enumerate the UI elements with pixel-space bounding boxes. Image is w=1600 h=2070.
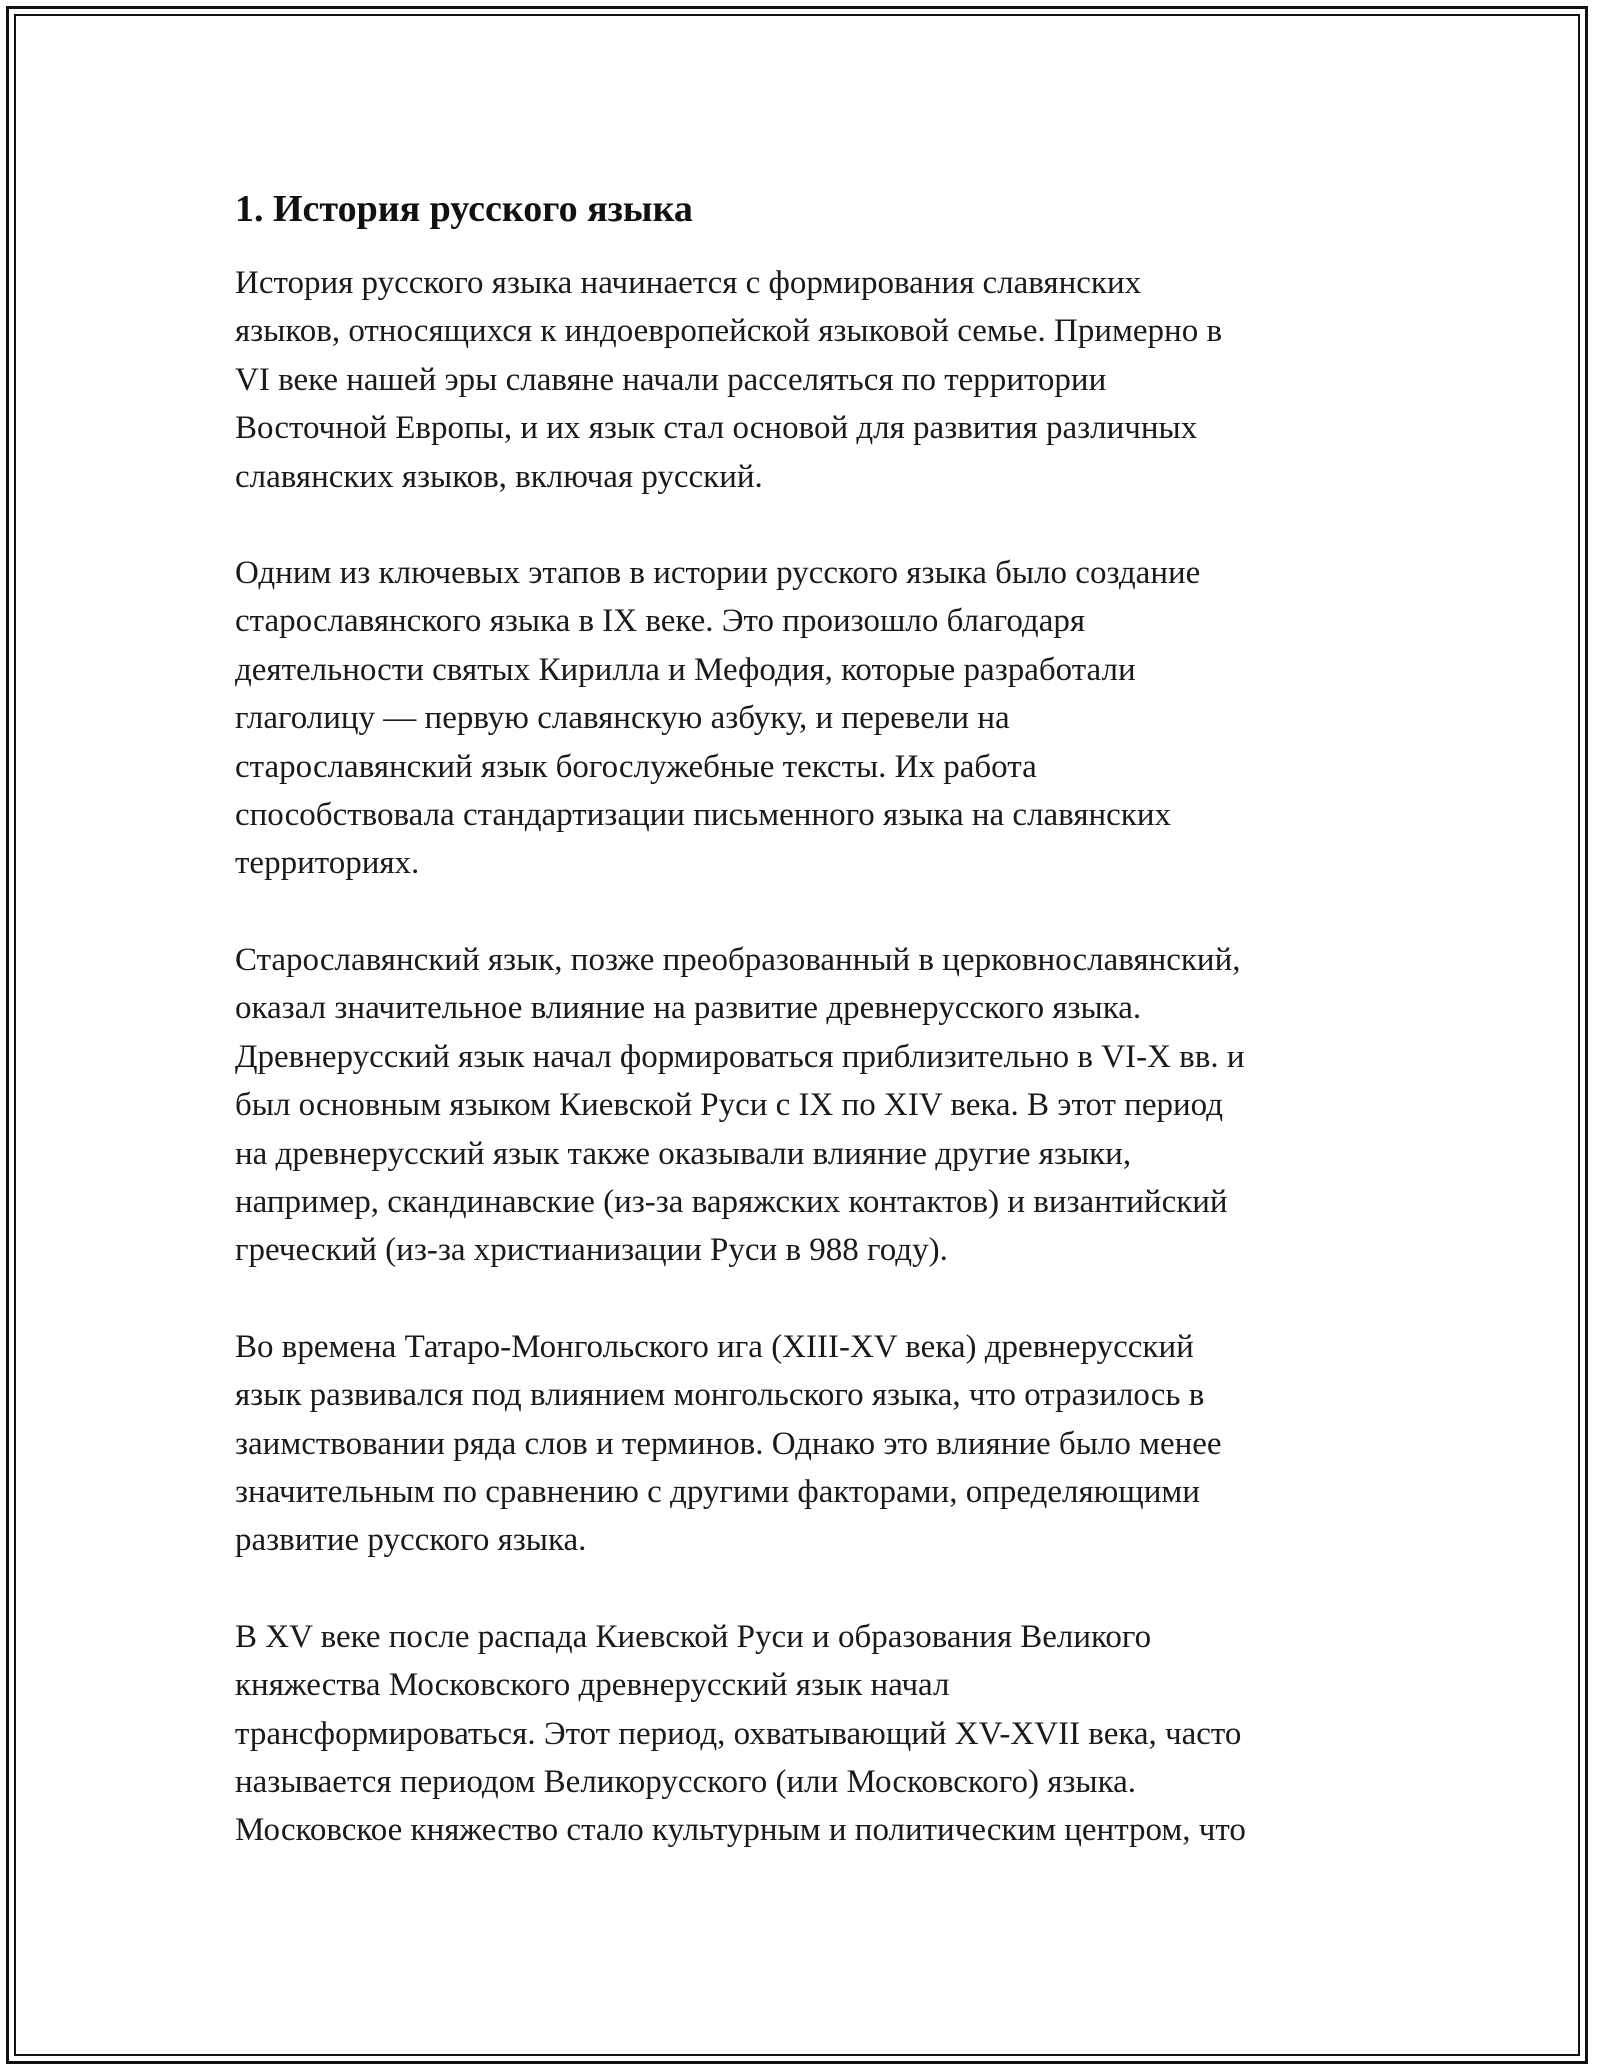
paragraph-2 <box>235 549 1385 888</box>
paragraph-line: греческий (из-за христианизации Руси в 988 году). <box>235 1232 948 1269</box>
paragraph-line: например, скандинавские (из-за варяжских контактов) и византийский <box>235 1183 1228 1220</box>
paragraph-line: способствовала стандартизации письменного языка на славянских <box>235 797 1172 834</box>
paragraph-1 <box>235 259 1385 501</box>
paragraph-line: VI веке нашей эры славяне начали расселяться по территории <box>235 361 1107 398</box>
paragraph-line: Старославянский язык, позже преобразованный в церковнославянский, <box>235 941 1241 978</box>
paragraph-line: трансформироваться. Этот период, охватывающий XV-XVII века, часто <box>235 1715 1242 1752</box>
paragraph-line: старославянский язык богослужебные тексты. Их работа <box>235 748 1037 785</box>
paragraph-line: Древнерусский язык начал формироваться приблизительно в VI-X вв. и <box>235 1038 1245 1075</box>
paragraph-line: славянских языков, включая русский. <box>235 458 763 495</box>
paragraph-line: языков, относящихся к индоевропейской языковой семье. Примерно в <box>235 313 1223 350</box>
paragraph-5 <box>235 1613 1385 1855</box>
paragraph-line: Восточной Европы, и их язык стал основой для развития различных <box>235 410 1198 447</box>
paragraph-line: деятельности святых Кирилла и Мефодия, которые разработали <box>235 651 1136 688</box>
paragraph-line: История русского языка начинается с формирования славянских <box>235 265 1142 301</box>
paragraph-line: Московское княжество стало культурным и политическим центром, что <box>235 1812 1246 1849</box>
paragraph-line: развитие русского языка. <box>235 1522 587 1559</box>
paragraph-line: территориях. <box>235 845 420 882</box>
document-content <box>235 185 1385 1903</box>
paragraph-line: называется периодом Великорусского (или Московского) языка. <box>235 1763 1137 1800</box>
paragraph-line: язык развивался под влиянием монгольского языка, что отразилось в <box>235 1377 1205 1414</box>
paragraph-line: оказал значительное влияние на развитие древнерусского языка. <box>235 990 1142 1027</box>
paragraph-3 <box>235 936 1385 1275</box>
paragraph-line: глаголицу — первую славянскую азбуку, и перевели на <box>235 700 1010 737</box>
section-heading: 1. История русского языка <box>235 188 693 230</box>
paragraph-line: на древнерусский язык также оказывали влияние другие языки, <box>235 1135 1132 1172</box>
paragraph-line: старославянского языка в IX веке. Это произошло благодаря <box>235 603 1086 640</box>
paragraph-4 <box>235 1323 1385 1565</box>
paragraph-line: был основным языком Киевской Руси с IX по XIV века. В этот период <box>235 1087 1223 1124</box>
paragraph-line: В XV веке после распада Киевской Руси и образования Великого <box>235 1618 1152 1655</box>
paragraph-line: Одним из ключевых этапов в истории русского языка было создание <box>235 555 1201 592</box>
paragraph-line: значительным по сравнению с другими факторами, определяющими <box>235 1473 1200 1510</box>
paragraph-line: Во времена Татаро-Монгольского ига (XIII-XV века) древнерусский <box>235 1328 1194 1365</box>
paragraph-line: княжества Московского древнерусский язык начал <box>235 1667 950 1704</box>
paragraph-line: заимствовании ряда слов и терминов. Однако это влияние было менее <box>235 1425 1222 1462</box>
